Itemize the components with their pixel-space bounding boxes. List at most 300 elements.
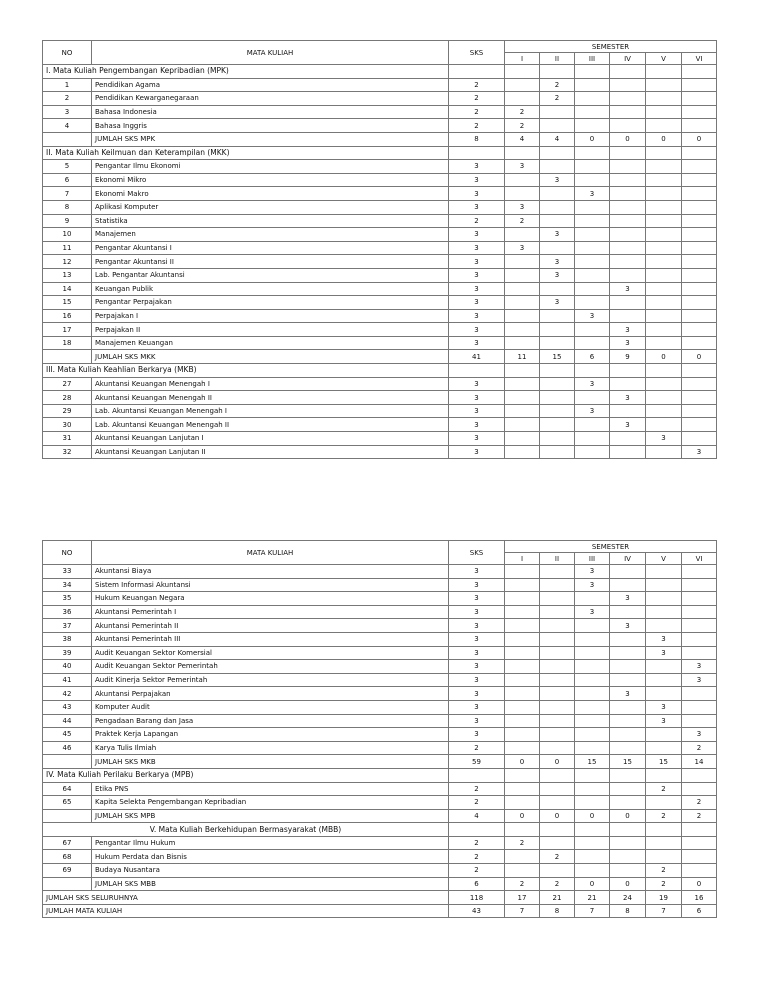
course-name: Statistika (92, 214, 449, 228)
semester-cell (646, 173, 682, 187)
sks-cell: 3 (449, 228, 505, 242)
semester-cell (682, 619, 717, 633)
semester-cell: 15 (540, 350, 575, 364)
table-row (43, 268, 717, 282)
semester-cell: 4 (505, 132, 540, 146)
semester-cell (540, 119, 575, 133)
semester-cell (682, 565, 717, 579)
semester-cell: 2 (646, 782, 682, 796)
table-row (43, 836, 717, 850)
sks-cell (449, 364, 505, 378)
sks-cell: 43 (449, 904, 505, 918)
sks-cell: 3 (449, 605, 505, 619)
semester-cell (682, 160, 717, 174)
sks-cell: 3 (449, 418, 505, 432)
sks-cell: 3 (449, 173, 505, 187)
sks-cell: 2 (449, 782, 505, 796)
sks-cell: 3 (449, 255, 505, 269)
semester-cell (682, 241, 717, 255)
course-table-2 (42, 540, 717, 918)
semester-cell (505, 377, 540, 391)
header-semester-3: III (575, 53, 610, 65)
semester-cell (540, 836, 575, 850)
semester-cell (505, 700, 540, 714)
semester-cell (682, 592, 717, 606)
table-header-row (43, 541, 717, 553)
semester-cell: 8 (610, 904, 646, 918)
semester-cell (682, 268, 717, 282)
course-name: Audit Keuangan Sektor Komersial (92, 646, 449, 660)
semester-cell (540, 673, 575, 687)
sks-cell: 3 (449, 391, 505, 405)
semester-cell: 2 (682, 796, 717, 810)
semester-cell (646, 146, 682, 160)
semester-cell (646, 323, 682, 337)
semester-cell: 11 (505, 350, 540, 364)
course-name: Karya Tulis Ilmiah (92, 741, 449, 755)
semester-cell (575, 364, 610, 378)
semester-cell (540, 619, 575, 633)
semester-cell (540, 646, 575, 660)
row-number: 14 (43, 282, 92, 296)
sks-cell: 2 (449, 105, 505, 119)
course-name: Perpajakan II (92, 323, 449, 337)
semester-cell (540, 796, 575, 810)
semester-cell: 2 (505, 119, 540, 133)
semester-cell (682, 364, 717, 378)
semester-cell: 2 (540, 877, 575, 891)
course-name: Etika PNS (92, 782, 449, 796)
row-number: 3 (43, 105, 92, 119)
semester-cell (610, 160, 646, 174)
course-name: Hukum Keuangan Negara (92, 592, 449, 606)
semester-cell (610, 309, 646, 323)
semester-cell (575, 619, 610, 633)
semester-cell: 14 (682, 755, 717, 769)
semester-cell: 0 (575, 809, 610, 823)
course-table-1 (42, 40, 717, 459)
row-number: 11 (43, 241, 92, 255)
semester-cell (505, 309, 540, 323)
header-no: NO (43, 541, 92, 565)
semester-cell (610, 432, 646, 446)
semester-cell (575, 214, 610, 228)
course-name: JUMLAH SKS MKK (92, 350, 449, 364)
semester-cell: 2 (505, 105, 540, 119)
subtotal-row (43, 809, 717, 823)
row-number: 7 (43, 187, 92, 201)
semester-cell (646, 200, 682, 214)
semester-cell (646, 592, 682, 606)
sks-cell: 3 (449, 309, 505, 323)
semester-cell (575, 660, 610, 674)
section-title: II. Mata Kuliah Keilmuan dan Keterampilan (MKK) (43, 146, 449, 160)
semester-cell (682, 146, 717, 160)
row-number: 39 (43, 646, 92, 660)
semester-cell (646, 214, 682, 228)
semester-cell (682, 187, 717, 201)
table-header-row (43, 41, 717, 53)
semester-cell (505, 255, 540, 269)
table-row (43, 255, 717, 269)
semester-cell: 0 (610, 132, 646, 146)
semester-cell (646, 92, 682, 106)
semester-cell: 3 (682, 445, 717, 459)
sks-cell: 59 (449, 755, 505, 769)
section-title: III. Mata Kuliah Keahlian Berkarya (MKB) (43, 364, 449, 378)
header-semester-1: I (505, 53, 540, 65)
semester-cell (540, 632, 575, 646)
semester-cell (682, 605, 717, 619)
header-semester-3: III (575, 553, 610, 565)
header-semester-5: V (646, 553, 682, 565)
semester-cell (682, 864, 717, 878)
semester-cell (505, 714, 540, 728)
semester-cell (540, 323, 575, 337)
semester-cell: 3 (540, 255, 575, 269)
semester-cell (610, 782, 646, 796)
semester-cell: 0 (505, 809, 540, 823)
semester-cell (505, 418, 540, 432)
table-row (43, 336, 717, 350)
course-name: Audit Keuangan Sektor Pemerintah (92, 660, 449, 674)
semester-cell (610, 173, 646, 187)
semester-cell (610, 605, 646, 619)
semester-cell: 7 (646, 904, 682, 918)
row-number: 69 (43, 864, 92, 878)
semester-cell (610, 632, 646, 646)
semester-cell: 0 (540, 809, 575, 823)
semester-cell (575, 796, 610, 810)
sks-cell (449, 65, 505, 79)
row-number: 5 (43, 160, 92, 174)
sks-cell: 3 (449, 592, 505, 606)
semester-cell (646, 823, 682, 837)
semester-cell: 7 (505, 904, 540, 918)
semester-cell (505, 65, 540, 79)
semester-cell (575, 687, 610, 701)
semester-cell (646, 418, 682, 432)
course-name: Aplikasi Komputer (92, 200, 449, 214)
semester-cell (682, 255, 717, 269)
row-number: 42 (43, 687, 92, 701)
semester-cell (682, 323, 717, 337)
sks-cell: 3 (449, 646, 505, 660)
semester-cell (575, 823, 610, 837)
semester-cell (540, 418, 575, 432)
sks-cell: 3 (449, 200, 505, 214)
sks-cell: 3 (449, 336, 505, 350)
semester-cell (540, 364, 575, 378)
sks-cell: 2 (449, 796, 505, 810)
course-name: JUMLAH SKS MPK (92, 132, 449, 146)
semester-cell (646, 445, 682, 459)
semester-cell (505, 78, 540, 92)
semester-cell: 0 (610, 877, 646, 891)
section-row (43, 364, 717, 378)
semester-cell: 0 (682, 350, 717, 364)
semester-cell (575, 228, 610, 242)
sks-cell: 2 (449, 836, 505, 850)
row-number: 33 (43, 565, 92, 579)
semester-cell (646, 728, 682, 742)
semester-cell (646, 565, 682, 579)
course-name: Pengantar Ilmu Hukum (92, 836, 449, 850)
semester-cell (646, 796, 682, 810)
course-name: Hukum Perdata dan Bisnis (92, 850, 449, 864)
semester-cell (540, 105, 575, 119)
semester-cell: 3 (575, 578, 610, 592)
semester-cell (575, 146, 610, 160)
semester-cell (505, 782, 540, 796)
section-title: V. Mata Kuliah Berkehidupan Bermasyarakat (MBB) (43, 823, 449, 837)
header-no: NO (43, 41, 92, 65)
section-title: I. Mata Kuliah Pengembangan Kepribadian (MPK) (43, 65, 449, 79)
semester-cell: 3 (610, 323, 646, 337)
table-row (43, 728, 717, 742)
header-sks: SKS (449, 541, 505, 565)
sks-cell: 2 (449, 78, 505, 92)
grand-total-row (43, 904, 717, 918)
semester-cell: 2 (682, 741, 717, 755)
semester-cell (505, 391, 540, 405)
semester-cell (505, 404, 540, 418)
semester-cell (646, 673, 682, 687)
semester-cell (610, 646, 646, 660)
table-row (43, 173, 717, 187)
table-row (43, 418, 717, 432)
semester-cell (505, 228, 540, 242)
sks-cell: 3 (449, 160, 505, 174)
row-number: 18 (43, 336, 92, 350)
semester-cell (540, 309, 575, 323)
semester-cell (540, 336, 575, 350)
sks-cell (449, 823, 505, 837)
table-row (43, 646, 717, 660)
semester-cell (540, 768, 575, 782)
course-name: Bahasa Indonesia (92, 105, 449, 119)
row-number: 4 (43, 119, 92, 133)
semester-cell (575, 255, 610, 269)
semester-cell (682, 850, 717, 864)
table-row (43, 632, 717, 646)
table-row (43, 432, 717, 446)
semester-cell (575, 391, 610, 405)
semester-cell: 3 (646, 700, 682, 714)
course-name: Manajemen Keuangan (92, 336, 449, 350)
semester-cell (505, 92, 540, 106)
semester-cell (646, 619, 682, 633)
semester-cell: 3 (682, 728, 717, 742)
semester-cell: 0 (505, 755, 540, 769)
semester-cell (505, 741, 540, 755)
semester-cell (575, 173, 610, 187)
semester-cell (610, 228, 646, 242)
semester-cell (682, 78, 717, 92)
header-semester: SEMESTER (505, 541, 717, 553)
semester-cell (610, 268, 646, 282)
semester-cell (540, 377, 575, 391)
semester-cell (610, 364, 646, 378)
table-row (43, 377, 717, 391)
subtotal-row (43, 350, 717, 364)
row-number: 37 (43, 619, 92, 633)
table-row (43, 687, 717, 701)
semester-cell (646, 578, 682, 592)
row-number: 46 (43, 741, 92, 755)
sks-cell: 3 (449, 660, 505, 674)
sks-cell: 3 (449, 445, 505, 459)
semester-cell: 3 (682, 673, 717, 687)
row-number (43, 350, 92, 364)
semester-cell (505, 268, 540, 282)
semester-cell (540, 728, 575, 742)
semester-cell: 3 (646, 632, 682, 646)
semester-cell: 0 (540, 755, 575, 769)
semester-cell (575, 592, 610, 606)
semester-cell (646, 105, 682, 119)
sks-cell: 4 (449, 809, 505, 823)
semester-cell (682, 632, 717, 646)
row-number: 15 (43, 296, 92, 310)
semester-cell (540, 660, 575, 674)
row-number: 17 (43, 323, 92, 337)
row-number: 1 (43, 78, 92, 92)
semester-cell (540, 605, 575, 619)
semester-cell (610, 296, 646, 310)
semester-cell (646, 78, 682, 92)
course-name: Pengantar Akuntansi I (92, 241, 449, 255)
course-name: Lab. Pengantar Akuntansi (92, 268, 449, 282)
table-row (43, 700, 717, 714)
semester-cell (505, 146, 540, 160)
semester-cell (610, 700, 646, 714)
table-row (43, 78, 717, 92)
semester-cell (682, 65, 717, 79)
semester-cell (610, 255, 646, 269)
semester-cell: 3 (575, 565, 610, 579)
sks-cell: 3 (449, 700, 505, 714)
semester-cell: 3 (575, 605, 610, 619)
row-number: 2 (43, 92, 92, 106)
semester-cell: 3 (610, 391, 646, 405)
course-name: Akuntansi Keuangan Menengah I (92, 377, 449, 391)
semester-cell (505, 864, 540, 878)
header-mata-kuliah: MATA KULIAH (92, 541, 449, 565)
table-row (43, 105, 717, 119)
semester-cell (540, 578, 575, 592)
semester-cell (610, 578, 646, 592)
semester-cell (575, 296, 610, 310)
semester-cell (682, 782, 717, 796)
semester-cell: 0 (610, 809, 646, 823)
semester-cell (610, 836, 646, 850)
semester-cell (646, 119, 682, 133)
semester-cell (505, 336, 540, 350)
semester-cell: 15 (610, 755, 646, 769)
semester-cell (610, 714, 646, 728)
sks-cell: 118 (449, 891, 505, 905)
semester-cell (610, 768, 646, 782)
sks-cell: 2 (449, 850, 505, 864)
semester-cell (646, 850, 682, 864)
table-row (43, 714, 717, 728)
semester-cell: 2 (646, 877, 682, 891)
sks-cell: 3 (449, 632, 505, 646)
semester-cell (610, 445, 646, 459)
semester-cell (646, 187, 682, 201)
header-semester-5: V (646, 53, 682, 65)
semester-cell (682, 687, 717, 701)
semester-cell (646, 282, 682, 296)
sks-cell: 6 (449, 877, 505, 891)
row-number: 27 (43, 377, 92, 391)
subtotal-row (43, 755, 717, 769)
row-number: 68 (43, 850, 92, 864)
semester-cell (646, 741, 682, 755)
semester-cell (505, 323, 540, 337)
semester-cell (610, 78, 646, 92)
semester-cell (505, 687, 540, 701)
row-number (43, 755, 92, 769)
semester-cell (610, 796, 646, 810)
semester-cell (682, 309, 717, 323)
semester-cell (646, 605, 682, 619)
sks-cell: 3 (449, 432, 505, 446)
sks-cell: 3 (449, 377, 505, 391)
table-row (43, 741, 717, 755)
semester-cell (610, 65, 646, 79)
semester-cell: 2 (540, 850, 575, 864)
table-row (43, 565, 717, 579)
semester-cell: 24 (610, 891, 646, 905)
table-body-2 (43, 541, 717, 918)
semester-cell (682, 700, 717, 714)
semester-cell (505, 768, 540, 782)
semester-cell (610, 200, 646, 214)
semester-cell: 15 (646, 755, 682, 769)
course-name: Perpajakan I (92, 309, 449, 323)
sks-cell: 2 (449, 741, 505, 755)
semester-cell (540, 432, 575, 446)
semester-cell (575, 336, 610, 350)
header-semester-4: IV (610, 553, 646, 565)
section-title: IV. Mata Kuliah Perilaku Berkarya (MPB) (43, 768, 449, 782)
semester-cell (505, 646, 540, 660)
semester-cell: 3 (540, 268, 575, 282)
semester-cell (610, 728, 646, 742)
semester-cell (575, 92, 610, 106)
course-name: Akuntansi Keuangan Lanjutan I (92, 432, 449, 446)
semester-cell: 3 (646, 646, 682, 660)
semester-cell (610, 673, 646, 687)
semester-cell (610, 565, 646, 579)
semester-cell: 21 (575, 891, 610, 905)
semester-cell (682, 228, 717, 242)
sks-cell: 2 (449, 214, 505, 228)
table-row (43, 782, 717, 796)
course-name: Manajemen (92, 228, 449, 242)
course-name: Akuntansi Perpajakan (92, 687, 449, 701)
table-row (43, 796, 717, 810)
semester-cell: 3 (575, 187, 610, 201)
sks-cell: 3 (449, 714, 505, 728)
row-number: 40 (43, 660, 92, 674)
row-number: 8 (43, 200, 92, 214)
table-row (43, 673, 717, 687)
semester-cell (682, 768, 717, 782)
semester-cell (540, 214, 575, 228)
